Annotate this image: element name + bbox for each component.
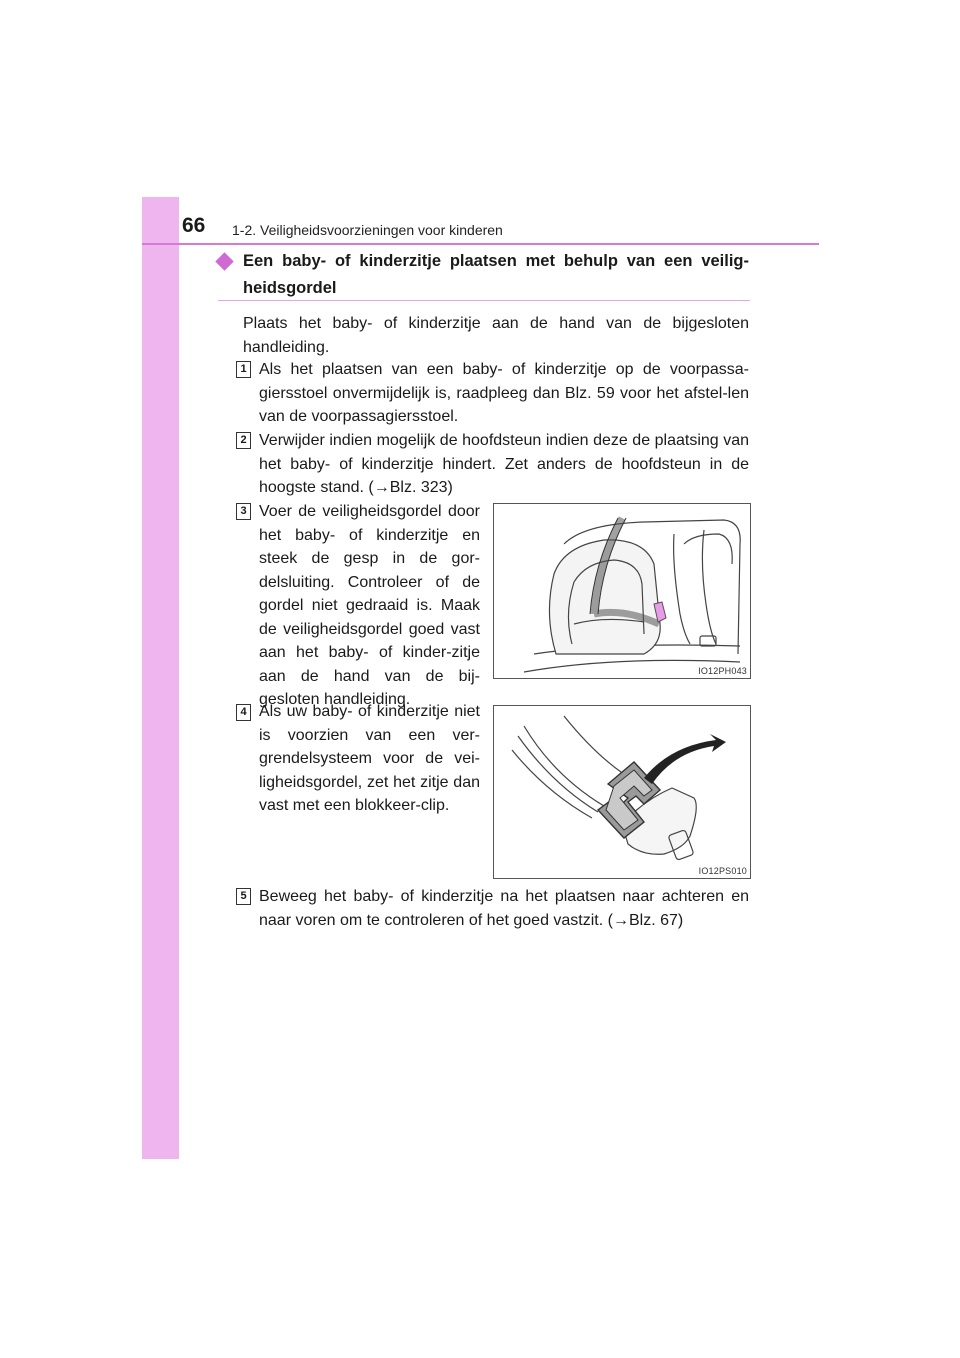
chapter-header-title: 1-2. Veiligheidsvoorzieningen voor kinderen xyxy=(232,222,503,238)
step-2-text: Verwijder indien mogelijk de hoofdsteun indien deze de plaatsing van het baby- of kinderzitje hindert. Zet anders de hoofdsteun in de hoogste stand. (→Blz. 323) xyxy=(259,432,749,496)
page-number: 66 xyxy=(182,214,206,237)
section-divider xyxy=(218,300,750,301)
step-1-text: Als het plaatsen van een baby- of kinderzitje op de voorpassa-giersstoel onvermijdelijk is, raadpleeg dan Blz. 59 voor het afstel-len van de voorpassagiersstoel. xyxy=(259,361,749,425)
step-3-text: Voer de veiligheidsgordel door het baby- of kinderzitje en steek de gesp in de gor-delsluiting. Controleer of de gordel niet gedraaid is. Maak de veiligheidsgordel goed vast aan het baby- of kinder-zitje aan de hand van de bij-gesloten handleiding. xyxy=(259,503,480,708)
step-number-4: 4 xyxy=(236,704,251,721)
child-seat-belt-illustration xyxy=(493,503,751,679)
step-number-2: 2 xyxy=(236,432,251,449)
step-number-1: 1 xyxy=(236,361,251,378)
section-diamond-icon xyxy=(215,252,233,270)
header-divider xyxy=(142,243,819,245)
figure-code-1: IO12PH043 xyxy=(698,666,747,676)
intro-paragraph: Plaats het baby- of kinderzitje aan de hand van de bijgesloten handleiding. xyxy=(243,315,749,356)
chapter-sidebar-tab xyxy=(142,197,179,1159)
step-number-5: 5 xyxy=(236,888,251,905)
step-5-text: Beweeg het baby- of kinderzitje na het plaatsen naar achteren en naar voren om te controleren of het goed vastzit. (→Blz. 67) xyxy=(259,888,749,929)
section-heading: Een baby- of kinderzitje plaatsen met behulp van een veilig-heidsgordel xyxy=(243,252,749,297)
step-4-text: Als uw baby- of kinderzitje niet is voorzien van een ver-grendelsysteem voor de vei-ligheidsgordel, zet het zitje dan vast met een blokkeer-clip. xyxy=(259,703,480,814)
step-number-3: 3 xyxy=(236,503,251,520)
locking-clip-drawing xyxy=(494,706,750,878)
figure-code-2: IO12PS010 xyxy=(698,866,747,876)
locking-clip-illustration xyxy=(493,705,751,879)
child-seat-drawing xyxy=(494,504,750,678)
